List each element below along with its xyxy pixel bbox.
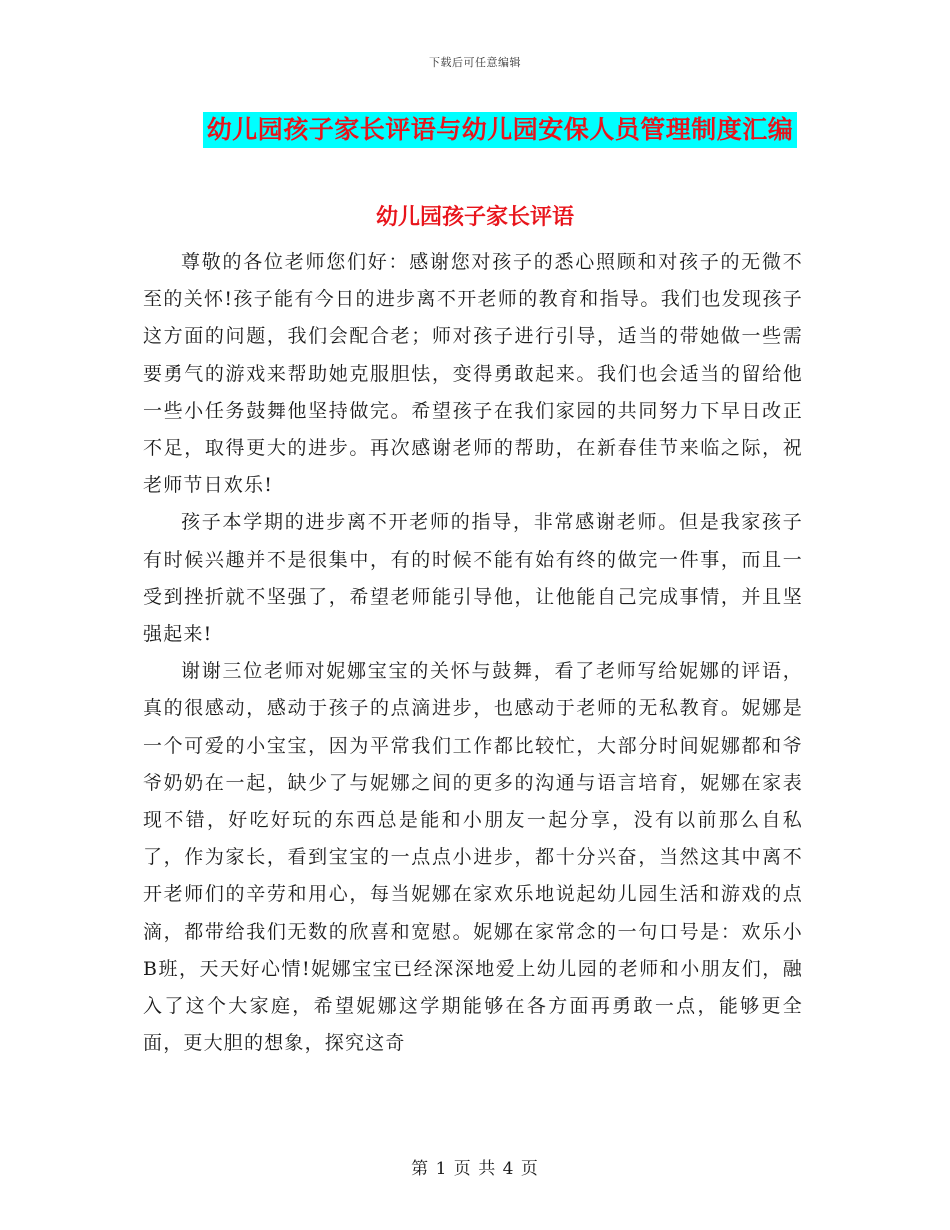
- document-body: [143, 244, 803, 1062]
- document-title: 幼儿园孩子家长评语与幼儿园安保人员管理制度汇编: [203, 112, 798, 148]
- paragraph: 尊敬的各位老师您们好：感谢您对孩子的悉心照顾和对孩子的无微不至的关怀!孩子能有今日的进步离不开老师的教育和指导。我们也发现孩子这方面的问题，我们会配合老；师对孩子进行引导，适当的带她做一些需要勇气的游戏来帮助她克服胆怯，变得勇敢起来。我们也会适当的留给他一些小任务鼓舞他坚持做完。希望孩子在我们家园的共同努力下早日改正不足，取得更大的进步。再次感谢老师的帮助，在新春佳节来临之际，祝老师节日欢乐!: [143, 251, 803, 497]
- header-note: 下载后可任意编辑: [429, 56, 521, 69]
- section-title: 幼儿园孩子家长评语: [375, 204, 574, 230]
- paragraph: 孩子本学期的进步离不开老师的指导，非常感谢老师。但是我家孩子有时候兴趣并不是很集中，有的时候不能有始有终的做完一件事，而且一受到挫折就不坚强了，希望老师能引导他，让他能自己完成事情，并且坚强起来!: [143, 511, 803, 646]
- document-title-container: [0, 112, 950, 148]
- paragraph: 谢谢三位老师对妮娜宝宝的关怀与鼓舞，看了老师写给妮娜的评语，真的很感动，感动于孩子的点滴进步，也感动于老师的无私教育。妮娜是一个可爱的小宝宝，因为平常我们工作都比较忙，大部分时间妮娜都和爷爷奶奶在一起，缺少了与妮娜之间的更多的沟通与语言培育，妮娜在家表现不错，好吃好玩的东西总是能和小朋友一起分享，没有以前那么自私了，作为家长，看到宝宝的一点点小进步，都十分兴奋，当然这其中离不开老师们的辛劳和用心，每当妮娜在家欢乐地说起幼儿园生活和游戏的点滴，都带给我们无数的欣喜和宽慰。妮娜在家常念的一句口号是：欢乐小B班，天天好心情!妮娜宝宝已经深深地爱上幼儿园的老师和小朋友们，融入了这个大家庭，希望妮娜这学期能够在各方面再勇敢一点，能够更全面，更大胆的想象，探究这奇: [143, 660, 803, 1055]
- page-footer: 第 1 页 共 4 页: [411, 1159, 539, 1179]
